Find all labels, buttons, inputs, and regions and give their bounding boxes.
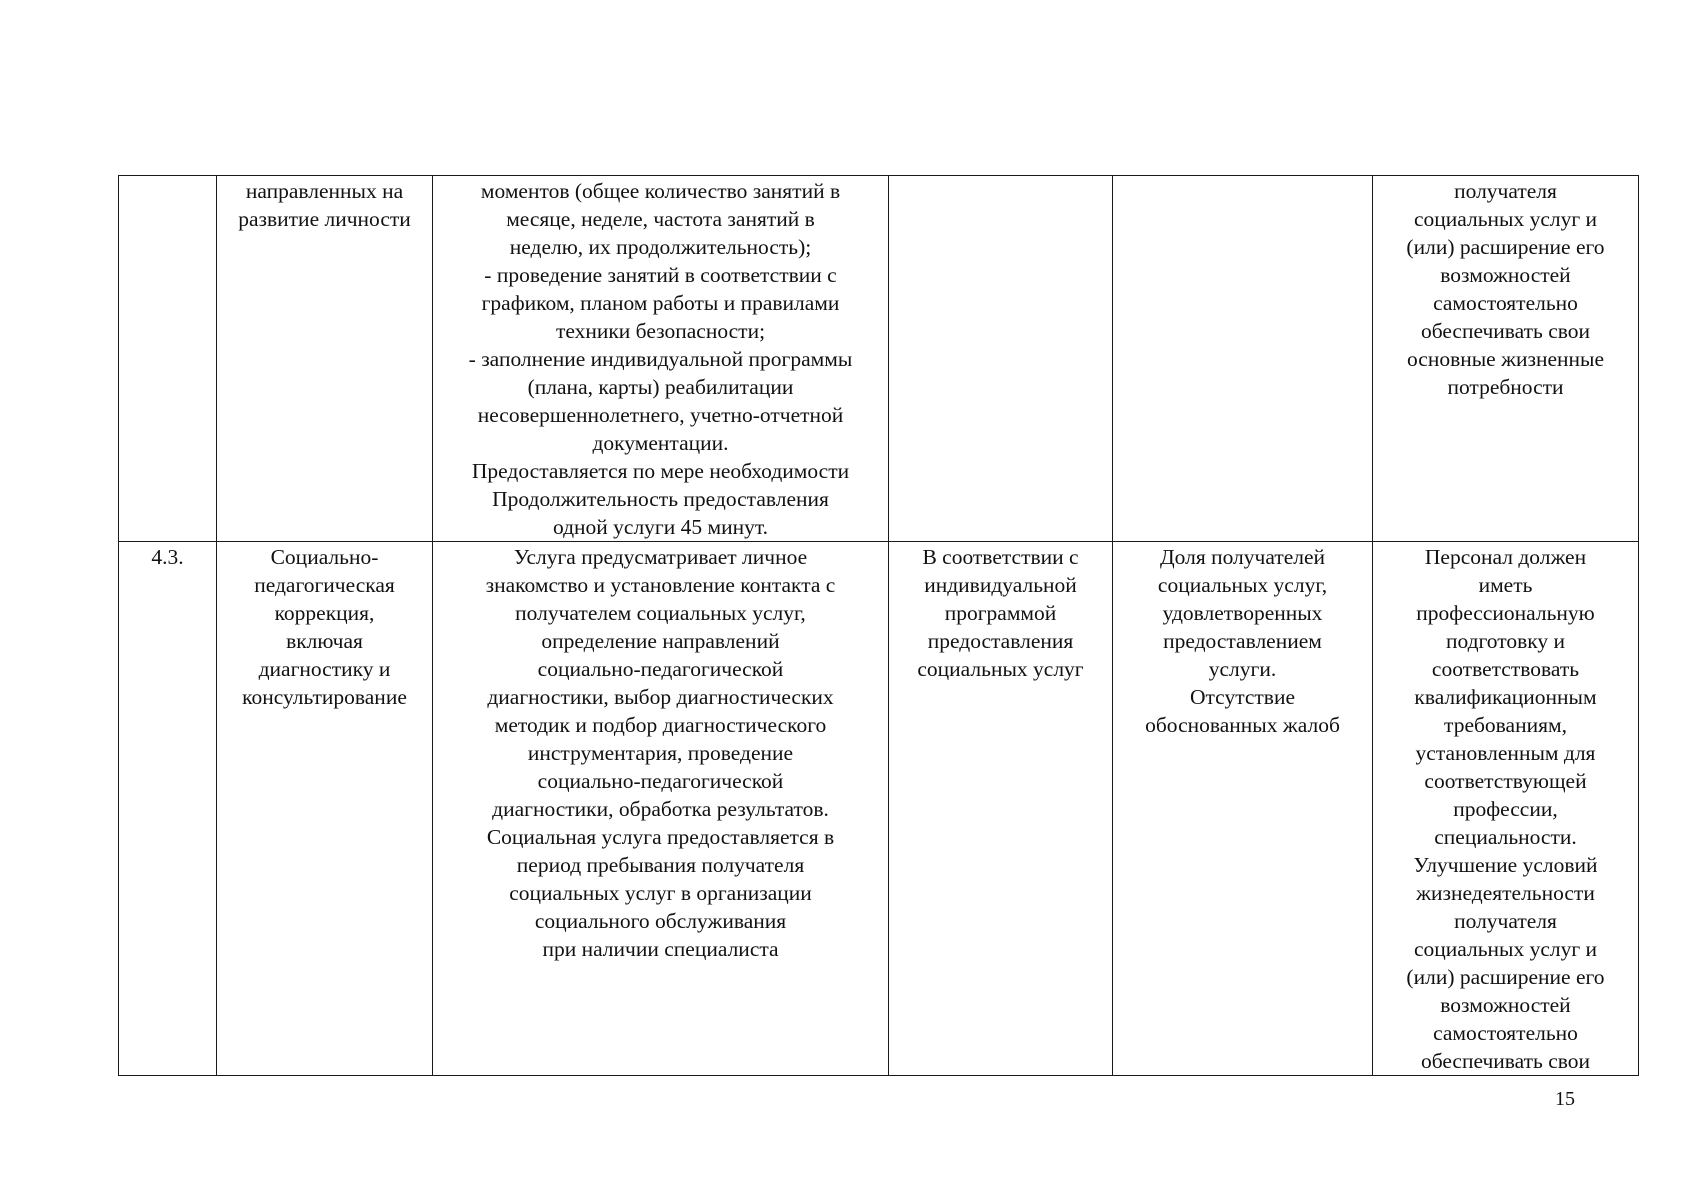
page-number: 15 xyxy=(1555,1088,1575,1110)
service-description-cell: Услуга предусматривает личное знакомство и установление контакта с получателем социальных услуг, определение направлений социально-педагогической диагностики, выбор диагностических методик и подбор диагностического инструментария, проведение социально-педагогической диагностики, обработка результатов. Социальная услуга предоставляется в период пребывания получателя социальных услуг в организации социального обслуживания при наличии специалиста xyxy=(433,542,889,1076)
row-number-cell xyxy=(119,176,217,542)
row-number-cell: 4.3. xyxy=(119,542,217,1076)
quality-indicators-cell: Доля получателей социальных услуг, удовлетворенных предоставлением услуги. Отсутствие обоснованных жалоб xyxy=(1113,542,1373,1076)
service-name-cell: направленных на развитие личности xyxy=(217,176,433,542)
service-name-cell: Социально- педагогическая коррекция, включая диагностику и консультирование xyxy=(217,542,433,1076)
service-conditions-cell: Персонал должен иметь профессиональную подготовку и соответствовать квалификационным требованиям, установленным для соответствующей профессии, специальности. Улучшение условий жизнедеятельности получателя социальных услуг и (или) расширение его возможностей самостоятельно обеспечивать свои xyxy=(1373,542,1639,1076)
service-terms-cell xyxy=(889,176,1113,542)
quality-indicators-cell xyxy=(1113,176,1373,542)
service-description-cell: моментов (общее количество занятий в месяце, неделе, частота занятий в неделю, их продолжительность); - проведение занятий в соответствии с графиком, планом работы и правилами техники безопасности; - заполнение индивидуальной программы (плана, карты) реабилитации несовершеннолетнего, учетно-отчетной документации. Предоставляется по мере необходимости Продолжительность предоставления одной услуги 45 минут. xyxy=(433,176,889,542)
table-row xyxy=(119,176,1639,542)
service-conditions-cell: получателя социальных услуг и (или) расширение его возможностей самостоятельно обеспечивать свои основные жизненные потребности xyxy=(1373,176,1639,542)
service-terms-cell: В соответствии с индивидуальной программой предоставления социальных услуг xyxy=(889,542,1113,1076)
services-table xyxy=(118,175,1639,1076)
table-row xyxy=(119,542,1639,1076)
